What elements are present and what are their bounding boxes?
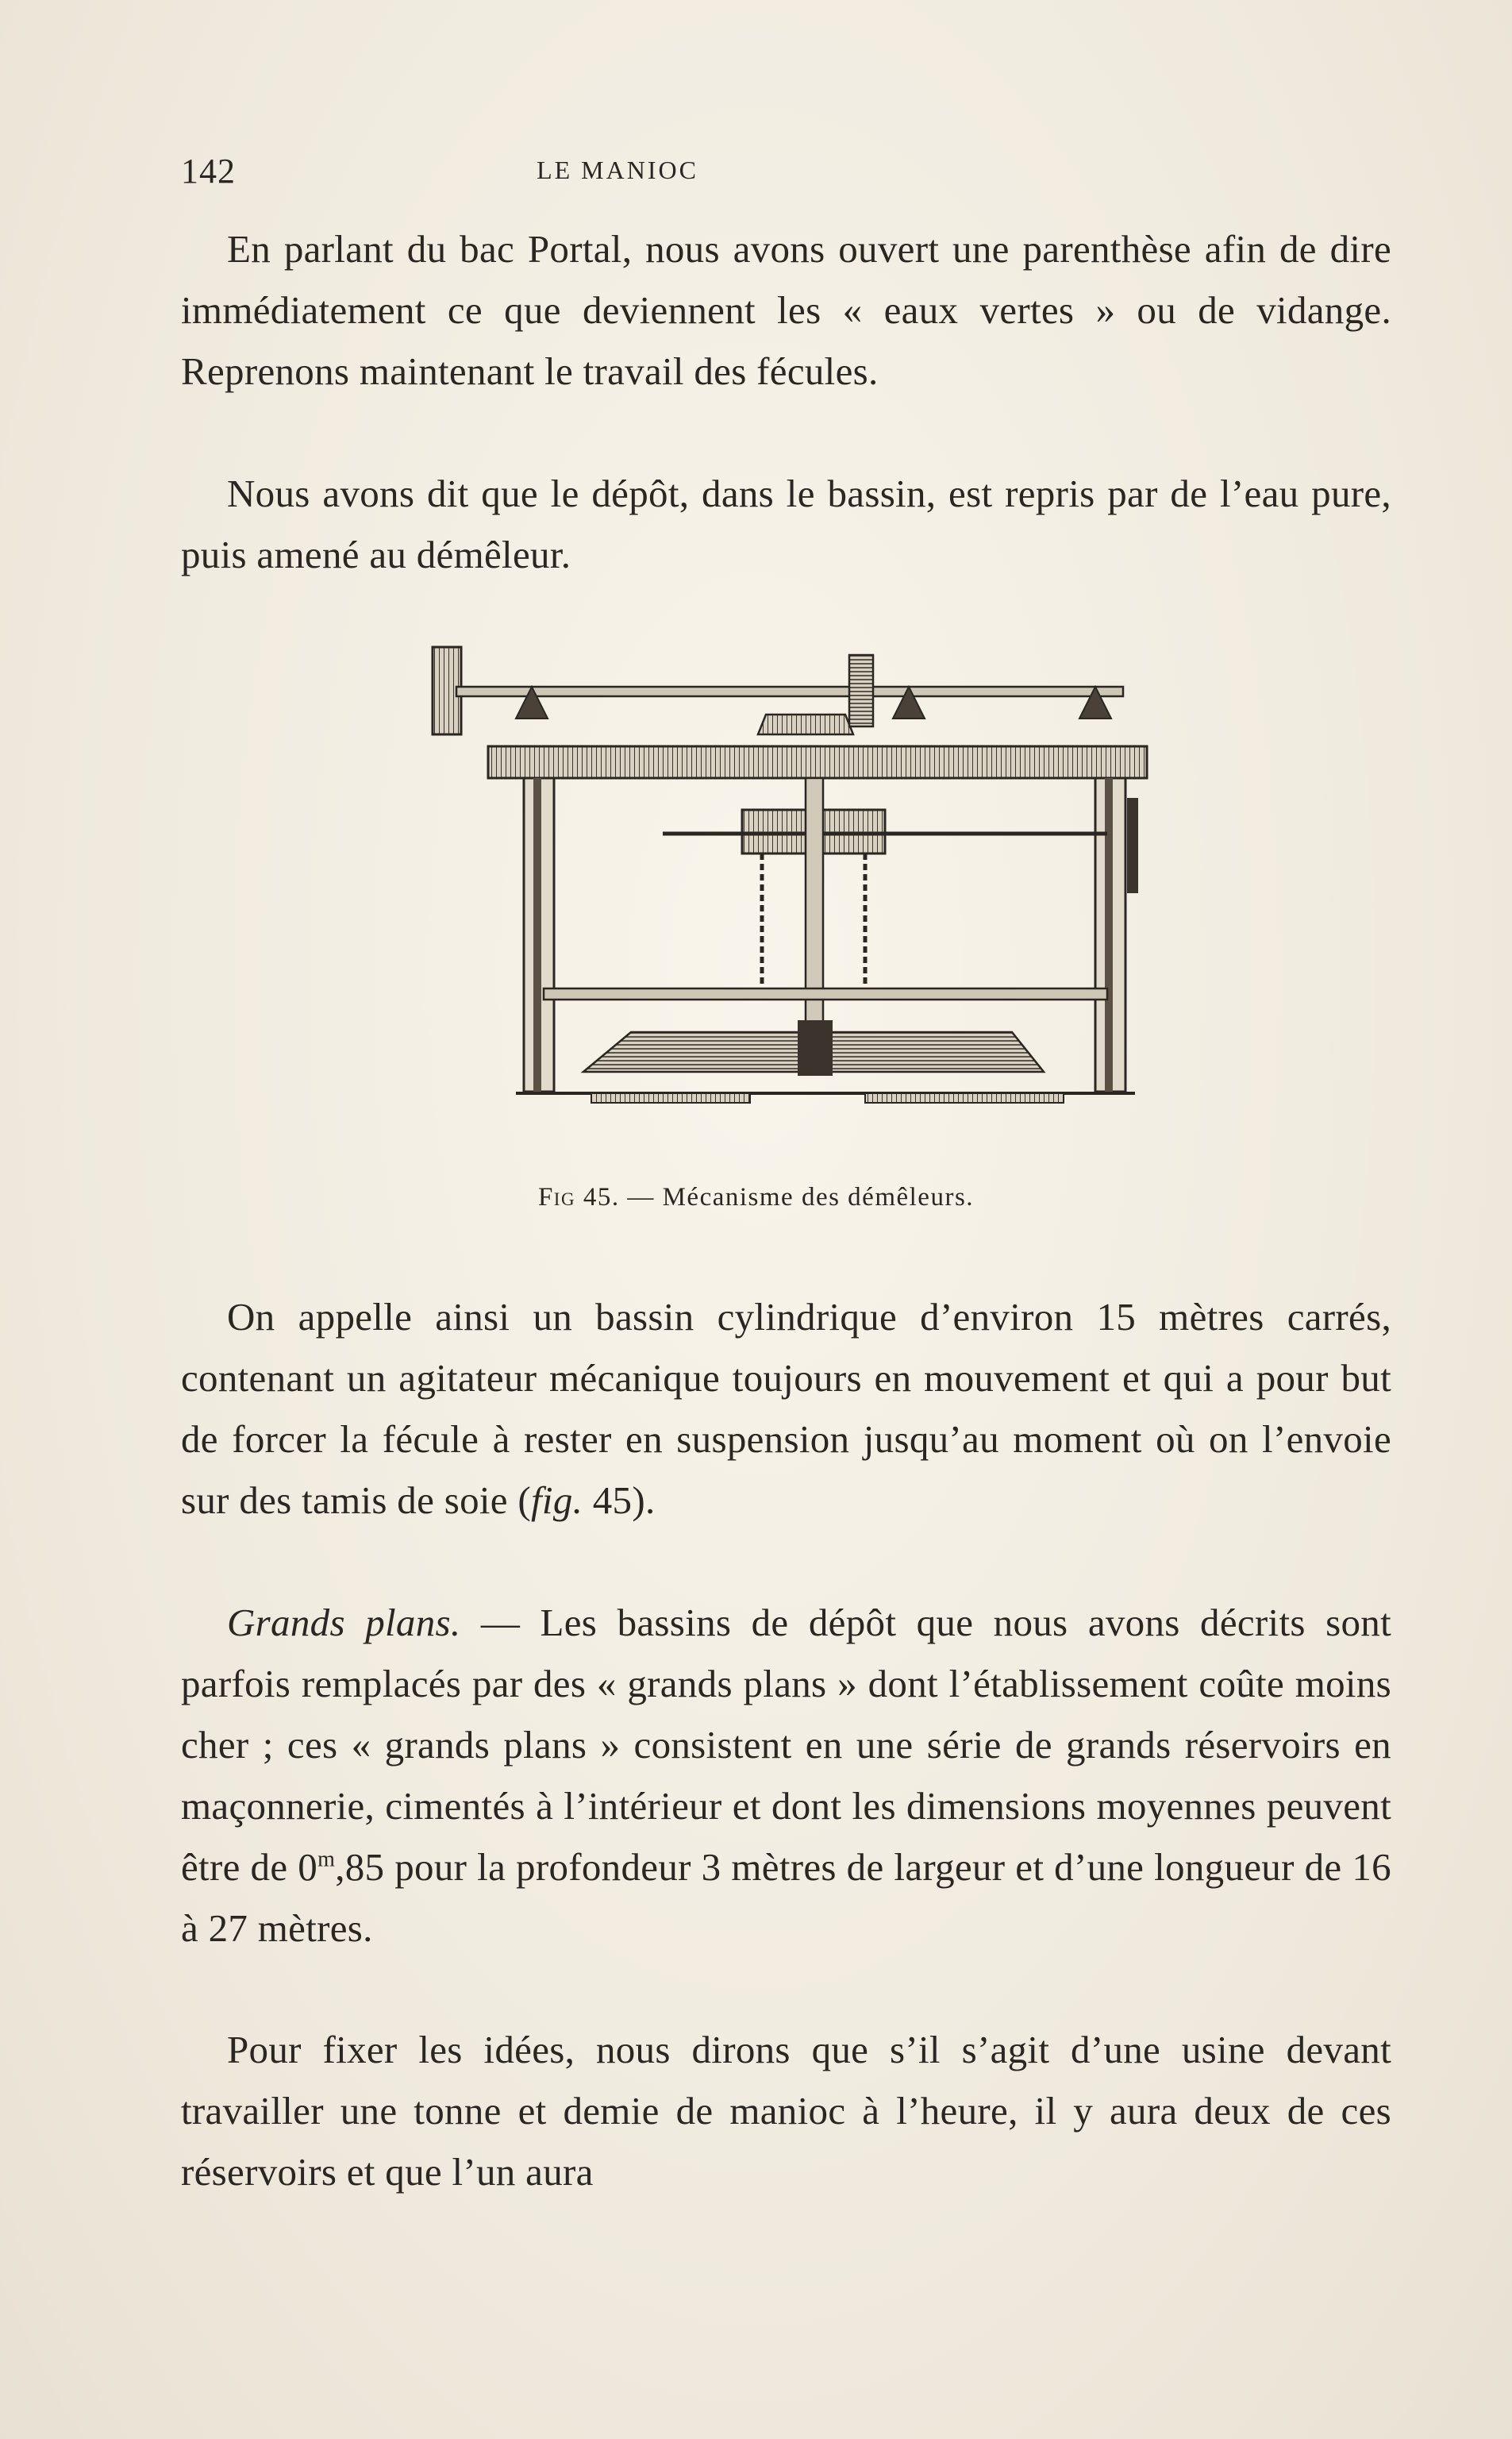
paragraph-1 <box>181 218 1391 402</box>
bevel-gear-horizontal <box>758 715 853 734</box>
paddle-left <box>583 1032 806 1072</box>
paragraph-4-end: ,85 pour la profondeur 3 mètres de largeur et d’une longueur de 16 à 27 mètres. <box>181 1845 1391 1950</box>
paragraph-3-text: On appelle ainsi un bassin cylindrique d’environ 15 mètres carrés, contenant un agitateur mécanique toujours en mouvement et qui a pour but de forcer la fécule à rester en suspension jusqu’au moment où on l’envoie sur des tamis de soie ( <box>181 1295 1391 1522</box>
paragraph-4 <box>181 1592 1391 1959</box>
caption-prefix: Fig <box>537 1183 576 1212</box>
caption-text: — Mécanisme des démêleurs. <box>619 1183 975 1212</box>
demeleur-mechanism-illustration <box>425 639 1155 1119</box>
paragraph-2-text: Nous avons dit que le dépôt, dans le bassin, est repris par de l’eau pure, puis amené au démêleur. <box>181 472 1391 576</box>
agitator-hub <box>798 1020 833 1076</box>
top-shaft <box>456 687 1123 696</box>
bevel-gear-vertical <box>849 655 873 726</box>
paddle-right <box>825 1032 1044 1072</box>
paragraph-1-text: En parlant du bac Portal, nous avons ouvert une parenthèse afin de dire immédiatement ce que deviennent les « eaux vertes » ou de vidange. Reprenons maintenant le travail des fécules. <box>181 227 1391 393</box>
paragraph-3-end: 45). <box>583 1478 656 1522</box>
page-number: 142 <box>181 152 236 191</box>
figure-caption <box>0 1183 1512 1212</box>
base-footing-right <box>865 1093 1064 1103</box>
paragraph-4-unit: m <box>317 1847 336 1872</box>
paragraph-5 <box>181 2019 1391 2202</box>
frame-column-right-shade <box>1105 778 1113 1092</box>
agitator-shaft <box>806 778 823 1040</box>
figure-demeleur-mechanism <box>425 639 1155 1119</box>
paragraph-3 <box>181 1286 1391 1531</box>
paragraph-4-title: Grands plans. <box>227 1601 461 1644</box>
top-beam <box>488 746 1147 778</box>
page-header <box>181 151 1391 198</box>
running-title: LE MANIOC <box>537 156 698 184</box>
caption-number: 45. <box>583 1183 620 1212</box>
bottom-crossbar <box>544 988 1107 1000</box>
frame-column-left-shade <box>533 778 541 1092</box>
paragraph-5-text: Pour fixer les idées, nous dirons que s’il s’agit d’une usine devant travailler une tonne et demie de manioc à l’heure, il y aura deux de ces réservoirs et que l’un aura <box>181 2028 1391 2194</box>
paragraph-4-text: — Les bassins de dépôt que nous avons décrits sont parfois remplacés par des « grands plans » dont l’établissement coûte moins cher ; ces « grands plans » consistent en une série de grands réservoirs en maçonnerie, cimentés à l’intérieur et dont les dimensions moyennes peuvent être de 0 <box>181 1601 1392 1889</box>
paragraph-3-fig-ref: fig. <box>531 1478 583 1522</box>
hand-wheel <box>1127 798 1138 893</box>
base-footing-left <box>591 1093 750 1103</box>
paragraph-2 <box>181 463 1391 585</box>
